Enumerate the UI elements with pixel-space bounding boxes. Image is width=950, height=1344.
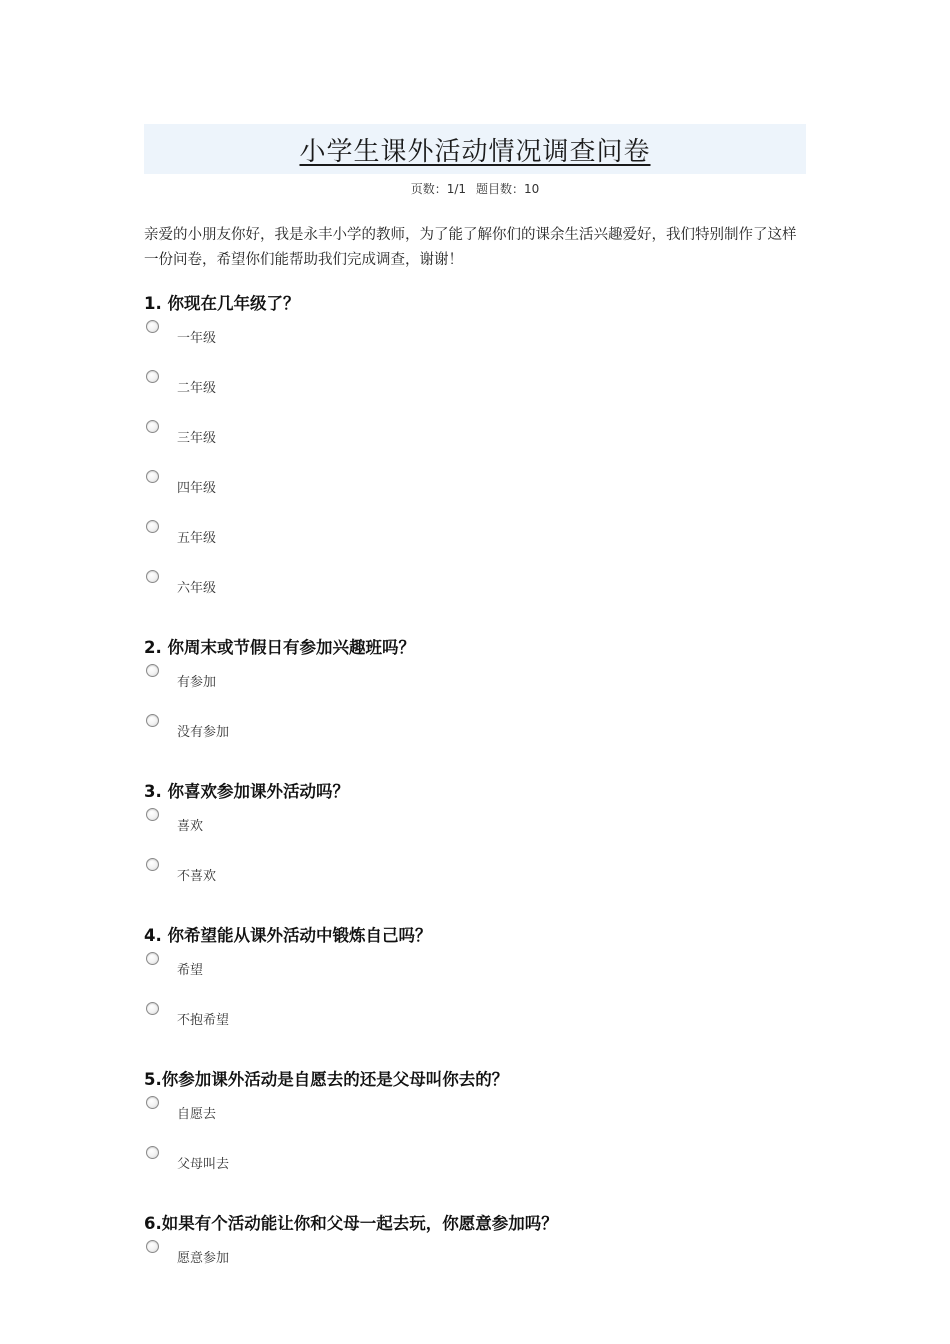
question-list	[144, 291, 806, 1287]
question-1	[144, 291, 806, 617]
option-label: 希望	[177, 963, 204, 978]
option-item[interactable]	[144, 1143, 806, 1193]
option-label: 没有参加	[177, 725, 230, 740]
option-label: 不喜欢	[177, 869, 217, 884]
option-label: 不抱希望	[177, 1013, 230, 1028]
option-item[interactable]	[144, 1237, 806, 1287]
radio-button[interactable]	[146, 714, 159, 727]
survey-intro: 亲爱的小朋友你好，我是永丰小学的教师，为了能了解你们的课余生活兴趣爱好，我们特别制作了这样一份问卷，希望你们能帮助我们完成调查，谢谢！	[144, 227, 797, 268]
option-item[interactable]	[144, 949, 806, 999]
question-title: 3. 你喜欢参加课外活动吗？	[144, 782, 349, 801]
option-item[interactable]	[144, 467, 806, 517]
question-title: 4. 你希望能从课外活动中锻炼自己吗？	[144, 926, 432, 945]
question-count-value: 10	[524, 182, 540, 196]
radio-button[interactable]	[146, 370, 159, 383]
question-2	[144, 635, 806, 761]
survey-title: 小学生课外活动情况调查问卷	[299, 136, 651, 167]
question-5	[144, 1067, 806, 1193]
option-item[interactable]	[144, 517, 806, 567]
option-label: 六年级	[177, 581, 217, 596]
radio-button[interactable]	[146, 470, 159, 483]
radio-button[interactable]	[146, 808, 159, 821]
option-item[interactable]	[144, 661, 806, 711]
question-title: 2. 你周末或节假日有参加兴趣班吗？	[144, 638, 415, 657]
option-item[interactable]	[144, 855, 806, 905]
pages-value: 1/1	[446, 182, 467, 196]
survey-page	[144, 124, 806, 1287]
radio-button[interactable]	[146, 1096, 159, 1109]
question-title: 5.你参加课外活动是自愿去的还是父母叫你去的？	[144, 1070, 509, 1089]
pages-label: 页数：	[410, 182, 447, 196]
radio-button[interactable]	[146, 952, 159, 965]
option-label: 愿意参加	[177, 1251, 230, 1266]
option-label: 父母叫去	[177, 1157, 230, 1172]
title-bar	[144, 124, 806, 174]
radio-button[interactable]	[146, 320, 159, 333]
radio-button[interactable]	[146, 1146, 159, 1159]
option-item[interactable]	[144, 805, 806, 855]
question-6	[144, 1211, 806, 1287]
radio-button[interactable]	[146, 664, 159, 677]
question-3	[144, 779, 806, 905]
option-item[interactable]	[144, 417, 806, 467]
option-label: 三年级	[177, 431, 217, 446]
option-item[interactable]	[144, 367, 806, 417]
question-title: 1. 你现在几年级了？	[144, 294, 300, 313]
radio-button[interactable]	[146, 520, 159, 533]
question-count-label: 题目数：	[476, 182, 525, 196]
option-item[interactable]	[144, 317, 806, 367]
radio-button[interactable]	[146, 858, 159, 871]
option-label: 喜欢	[177, 819, 204, 834]
radio-button[interactable]	[146, 420, 159, 433]
radio-button[interactable]	[146, 1240, 159, 1253]
option-item[interactable]	[144, 711, 806, 761]
question-4	[144, 923, 806, 1049]
option-item[interactable]	[144, 567, 806, 617]
option-label: 有参加	[177, 675, 217, 690]
option-label: 二年级	[177, 381, 217, 396]
radio-button[interactable]	[146, 1002, 159, 1015]
option-item[interactable]	[144, 999, 806, 1049]
question-title: 6.如果有个活动能让你和父母一起去玩，你愿意参加吗？	[144, 1214, 558, 1233]
option-label: 自愿去	[177, 1107, 217, 1122]
option-label: 四年级	[177, 481, 217, 496]
radio-button[interactable]	[146, 570, 159, 583]
survey-meta	[144, 180, 806, 198]
option-label: 一年级	[177, 331, 217, 346]
option-item[interactable]	[144, 1093, 806, 1143]
option-label: 五年级	[177, 531, 217, 546]
